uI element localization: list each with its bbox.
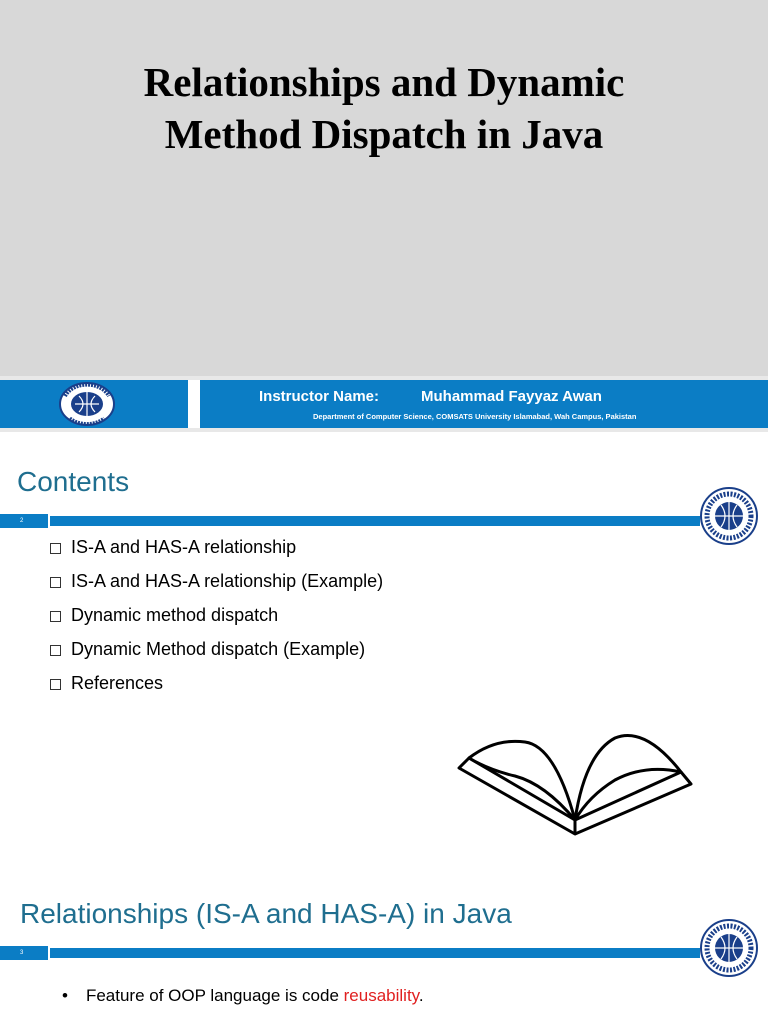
title-line-1: Relationships and Dynamic xyxy=(143,59,625,105)
bullet-dot-icon: • xyxy=(62,986,68,1005)
instructor-band xyxy=(200,380,768,428)
header-bar xyxy=(50,516,700,526)
department-text: Department of Computer Science, COMSATS University Islamabad, Wah Campus, Pakistan xyxy=(313,412,637,421)
bullet-suffix: . xyxy=(418,986,424,1005)
checkbox-bullet-icon xyxy=(50,577,61,588)
list-item-label: IS-A and HAS-A relationship (Example) xyxy=(71,571,384,591)
slide-heading: Relationships (IS-A and HAS-A) in Java xyxy=(20,898,512,929)
list-item-label: IS-A and HAS-A relationship xyxy=(71,537,297,557)
instructor-label: Instructor Name: xyxy=(259,388,380,405)
list-item xyxy=(50,673,383,707)
open-book-icon xyxy=(455,724,695,854)
slide-number: 2 xyxy=(0,514,48,528)
title-area xyxy=(0,0,768,376)
contents-list xyxy=(50,537,383,707)
logo-panel xyxy=(0,380,188,428)
relationships-slide xyxy=(0,864,768,1024)
list-item-label: Dynamic method dispatch xyxy=(71,605,279,625)
checkbox-bullet-icon xyxy=(50,645,61,656)
instructor-name: Muhammad Fayyaz Awan xyxy=(421,388,602,405)
highlight-text: reusability xyxy=(343,986,419,1005)
checkbox-bullet-icon xyxy=(50,679,61,690)
bullet-text: Feature of OOP language is code xyxy=(85,986,344,1005)
list-item xyxy=(50,605,383,639)
slide-number: 3 xyxy=(0,946,48,960)
list-item xyxy=(50,639,383,673)
checkbox-bullet-icon xyxy=(50,611,61,622)
university-seal-icon xyxy=(56,382,118,426)
university-seal-icon xyxy=(696,918,762,978)
contents-slide xyxy=(0,432,768,864)
list-item xyxy=(50,571,383,605)
title-slide xyxy=(0,0,768,432)
checkbox-bullet-icon xyxy=(50,543,61,554)
title-line-2: Method Dispatch in Java xyxy=(164,111,604,157)
list-item-label: Dynamic Method dispatch (Example) xyxy=(71,639,366,659)
list-item xyxy=(50,537,383,571)
university-seal-icon xyxy=(696,486,762,546)
bullet-item xyxy=(62,986,424,1006)
slide-title xyxy=(0,56,768,160)
slide-heading: Contents xyxy=(17,466,130,497)
header-bar xyxy=(50,948,700,958)
list-item-label: References xyxy=(71,673,164,693)
